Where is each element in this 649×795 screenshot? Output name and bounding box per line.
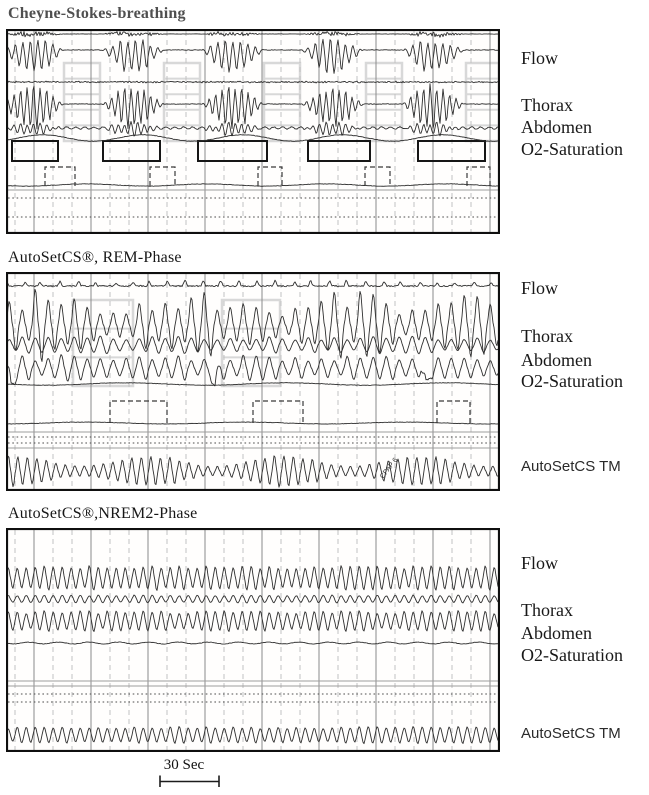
waveform-plot-1 bbox=[6, 29, 500, 234]
signal-label-thorax: Thorax bbox=[521, 326, 573, 346]
signal-label-abdomen: Abdomen bbox=[521, 117, 592, 137]
signal-label-thorax: Thorax bbox=[521, 95, 573, 115]
panel-title-autosetcs-nrem2: AutoSetCS®,NREM2-Phase bbox=[8, 505, 198, 522]
signal-label-o2-saturation: O2-Saturation bbox=[521, 139, 623, 159]
signal-label-flow: Flow bbox=[521, 553, 559, 573]
time-scale-bar bbox=[158, 774, 224, 788]
waveform-plot-3 bbox=[6, 528, 500, 752]
signal-label-autosetcs-tm: AutoSetCS TM bbox=[521, 458, 621, 475]
signal-label-flow: Flow bbox=[521, 48, 559, 68]
signal-label-o2-saturation: O2-Saturation bbox=[521, 371, 623, 391]
signal-label-abdomen: Abdomen bbox=[521, 623, 592, 643]
panel-title-autosetcs-rem: AutoSetCS®, REM-Phase bbox=[8, 249, 182, 266]
signal-label-abdomen: Abdomen bbox=[521, 350, 592, 370]
panel-title-cheyne-stokes: Cheyne-Stokes-breathing bbox=[8, 5, 186, 22]
signal-label-autosetcs-tm: AutoSetCS TM bbox=[521, 725, 621, 742]
signal-label-flow: Flow bbox=[521, 278, 559, 298]
signal-label-o2-saturation: O2-Saturation bbox=[521, 645, 623, 665]
waveform-plot-2 bbox=[6, 272, 500, 491]
time-scale-label: 30 Sec bbox=[163, 757, 205, 773]
signal-label-thorax: Thorax bbox=[521, 600, 573, 620]
pressure-annotation: CPAP 6 bbox=[379, 456, 400, 481]
